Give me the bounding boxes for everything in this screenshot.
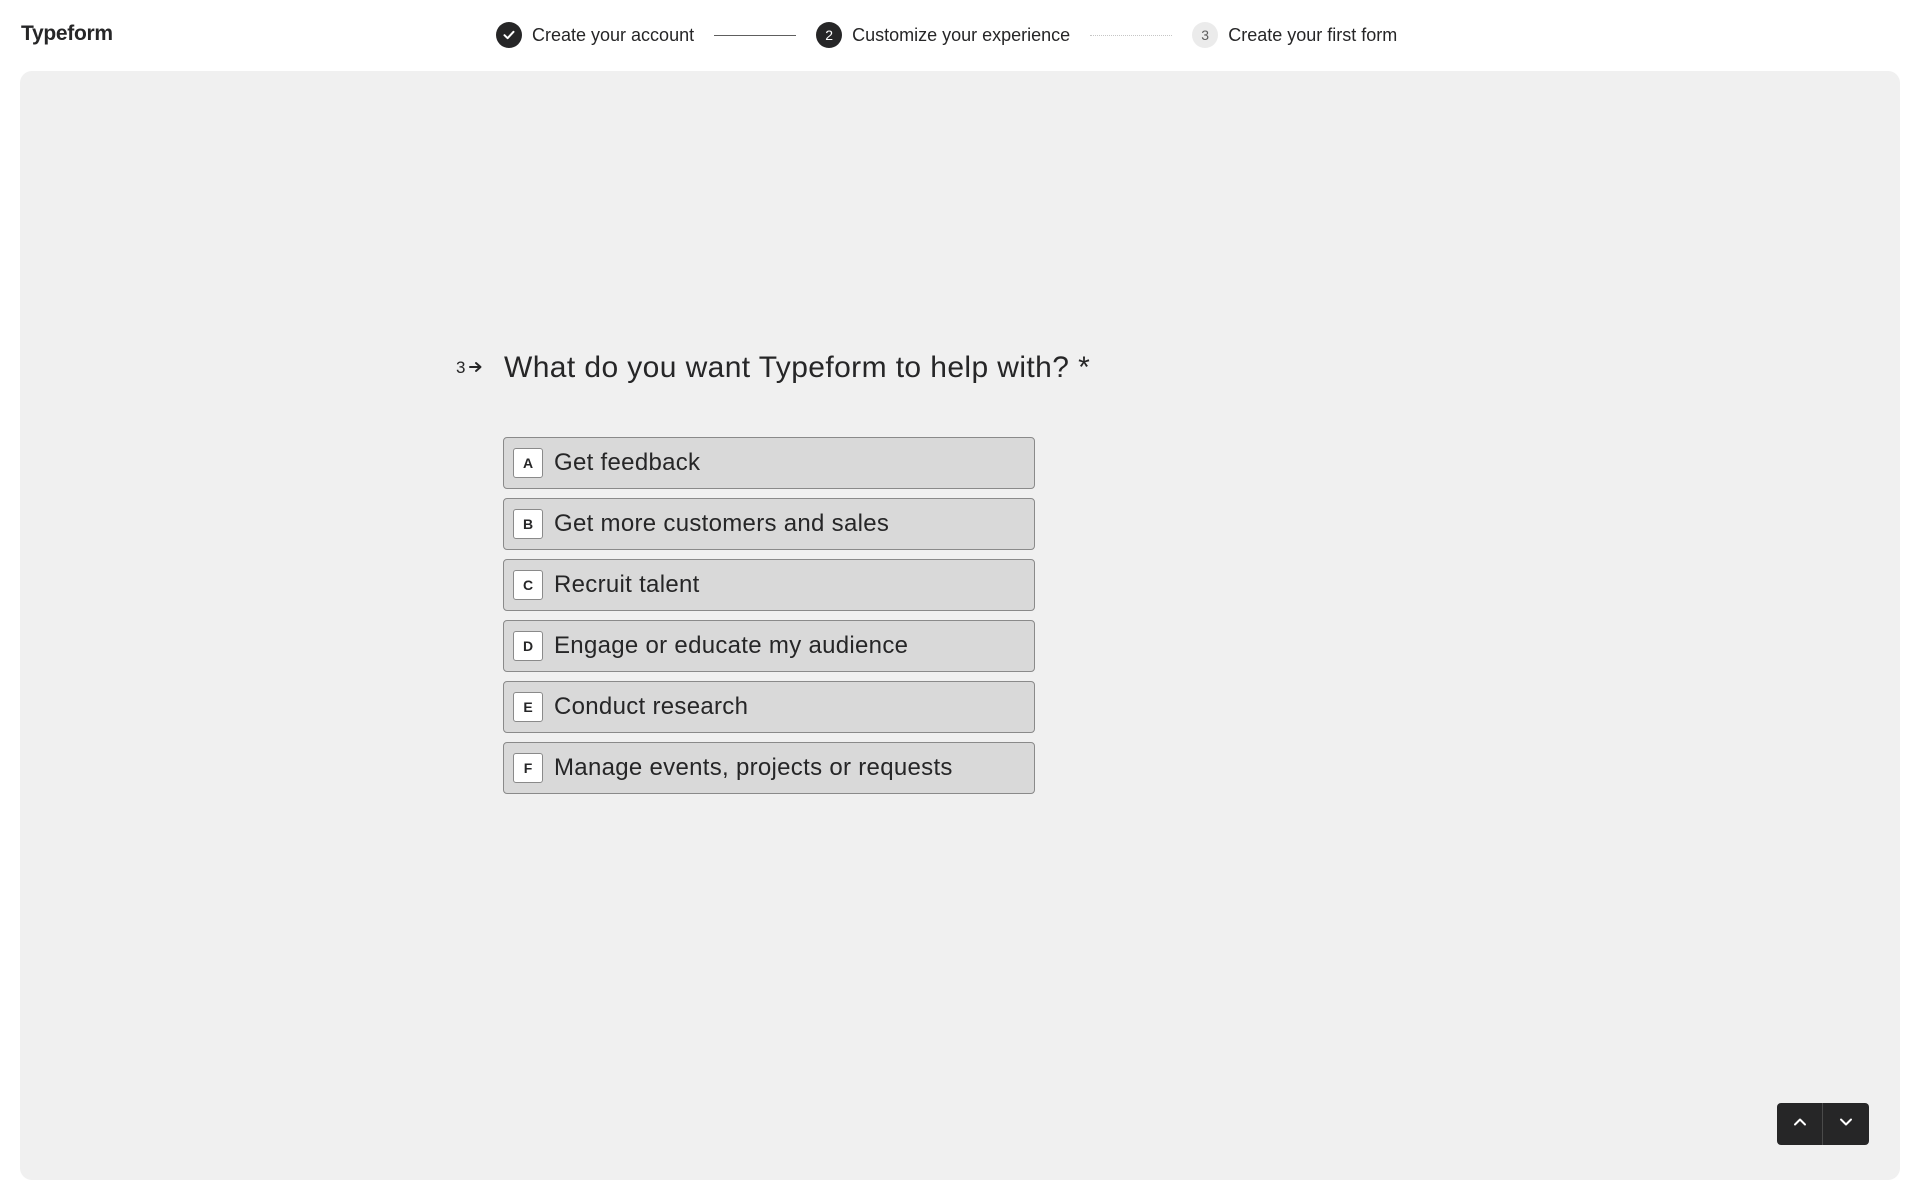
choice-list bbox=[503, 437, 1035, 803]
typeform-logo[interactable]: Typeform bbox=[21, 22, 113, 45]
question-text: What do you want Typeform to help with? * bbox=[504, 351, 1091, 384]
choice-engage-audience[interactable] bbox=[503, 620, 1035, 672]
choice-key: A bbox=[513, 448, 543, 478]
step-connector-pending bbox=[1090, 35, 1172, 36]
question-number-text: 3 bbox=[456, 358, 466, 377]
checkmark-icon bbox=[496, 22, 522, 48]
step-number-badge: 2 bbox=[816, 22, 842, 48]
step-connector-complete bbox=[714, 35, 796, 36]
onboarding-stepper bbox=[496, 22, 1397, 48]
choice-label: Conduct research bbox=[554, 693, 749, 720]
arrow-right-icon bbox=[469, 358, 483, 378]
step-customize-experience bbox=[816, 22, 1070, 48]
next-question-button[interactable] bbox=[1823, 1103, 1869, 1145]
choice-get-feedback[interactable] bbox=[503, 437, 1035, 489]
form-canvas bbox=[20, 71, 1900, 1180]
choice-key: C bbox=[513, 570, 543, 600]
step-label: Customize your experience bbox=[852, 24, 1071, 45]
choice-conduct-research[interactable] bbox=[503, 681, 1035, 733]
top-bar bbox=[0, 0, 1920, 71]
step-number-badge: 3 bbox=[1192, 22, 1218, 48]
step-label: Create your account bbox=[532, 24, 695, 45]
step-create-first-form bbox=[1192, 22, 1397, 48]
choice-label: Manage events, projects or requests bbox=[554, 754, 953, 781]
choice-label: Get feedback bbox=[554, 449, 701, 476]
choice-key: D bbox=[513, 631, 543, 661]
choice-get-more-customers[interactable] bbox=[503, 498, 1035, 550]
choice-key: B bbox=[513, 509, 543, 539]
choice-label: Engage or educate my audience bbox=[554, 632, 909, 659]
previous-question-button[interactable] bbox=[1777, 1103, 1823, 1145]
choice-label: Recruit talent bbox=[554, 571, 700, 598]
choice-key: F bbox=[513, 753, 543, 783]
choice-manage-events[interactable] bbox=[503, 742, 1035, 794]
question-number bbox=[456, 358, 504, 378]
step-label: Create your first form bbox=[1228, 24, 1398, 45]
chevron-down-icon bbox=[1837, 1113, 1855, 1136]
chevron-up-icon bbox=[1791, 1113, 1809, 1136]
choice-key: E bbox=[513, 692, 543, 722]
question-heading bbox=[456, 351, 1090, 385]
step-create-account bbox=[496, 22, 694, 48]
choice-recruit-talent[interactable] bbox=[503, 559, 1035, 611]
question-navigation bbox=[1777, 1103, 1869, 1145]
choice-label: Get more customers and sales bbox=[554, 510, 890, 537]
